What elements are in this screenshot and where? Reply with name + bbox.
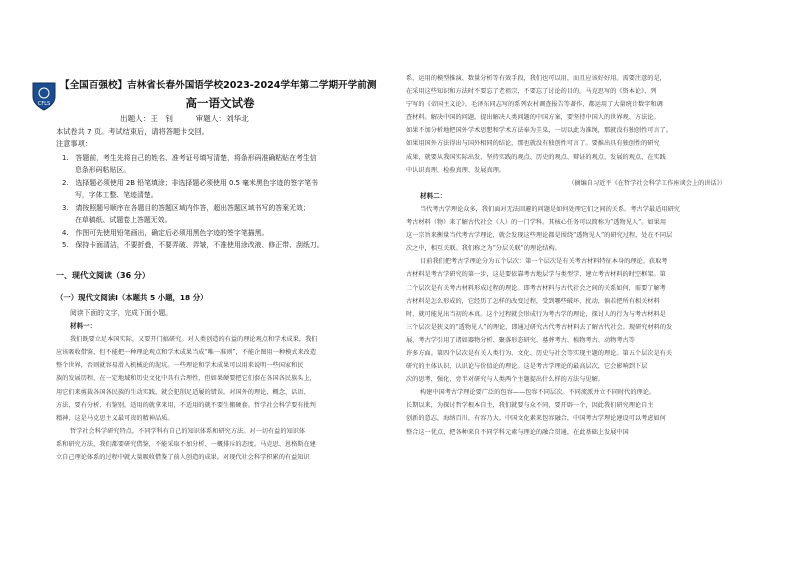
instruction-cont: 息条形码粘贴区。 — [75, 166, 131, 174]
body-line: 应该吸收借鉴，但不能把一种理论观点和学术成果当成“唯一准则”，不能企图用一种模式来改造 — [56, 349, 317, 357]
reading-instruction: 阅读下面的文字，完成下面小题。 — [70, 309, 172, 317]
body-line: 如果用国外方法得出与国外相同的结论，那也就没有独创性可言了。要推出具有独创性的研究 — [406, 140, 660, 148]
body-line: 哲学社会科学研究特点，不同学科有自己的知识体系和研究方法。对一切有益的知识体 — [70, 427, 306, 435]
subsection-heading: （一）现代文阅读Ⅰ（本题共 5 小题，18 分） — [56, 293, 208, 302]
body-line: 古材料是怎么形成的，它经历了怎样的改变过程，受到哪些破坏、扰动，倘若把所有相关材料 — [406, 297, 660, 305]
citation: （摘编自习近平《在哲学社会科学工作座谈会上的讲话》） — [568, 179, 726, 187]
body-line: 长期以来，为探讨哲学根本自主，我们就要与众不同，要开辟一个，因此我们研究理论自主 — [406, 402, 654, 410]
body-line: 二个层次是有关考古材料形成过程的理论。即考古材料与古代社会之间的关系如何，需要了解考 — [406, 284, 666, 292]
body-line: 研究的主体认识、认识论与价值论的理论。这是考古学理论的最高层次，它会影响到下层 — [406, 363, 648, 371]
instruction-item: 5. 保持卡面清洁，不要折叠，不要弄破、弄皱，不准使用涂改液、修正带、刮纸刀。 — [62, 241, 324, 249]
body-line: 族的发展历程，在一定地域和历史文化中具有合理性，但如果硬要把它们套在各国各民族头上， — [56, 375, 316, 383]
body-line: 展，考古学引用了诸如器物分析、聚落形态研究、墓葬考古、植物考古、动物考古等 — [406, 336, 635, 344]
body-line: 我们既要立足本国实际，又要开门搞研究。对人类创造的有益的理论观点和学术成果，我们 — [70, 336, 318, 344]
instruction-item: 4. 作图可先使用铅笔画出，确定后必须用黑色字迹的签字笔描黑。 — [62, 229, 269, 237]
body-line: 这一宗旨来衡量当代考古学理论，就会发现这些理论都是围绕“透物见人”的研究过程，处在不同层 — [406, 232, 673, 240]
body-line: 中认识真理、检验真理、发展真理。 — [406, 166, 505, 174]
notes-heading: 注意事项： — [56, 139, 92, 148]
material-label: 材料一： — [70, 322, 97, 331]
body-line: 宁写的《帝国主义论》、毛泽东同志写的系列农村调查报告等著作，都运用了大量统计数字和调 — [406, 101, 663, 109]
body-line: 如果不加分析地把国外学术思想和学术方法奉为圭臬，一切以此为准绳，那就没有独创性可言了。 — [406, 127, 673, 135]
instruction-item: 1. 答题前，考生先将自己的姓名、准考证号填写清楚，将条形码准确粘贴在考生信 — [62, 154, 317, 162]
body-line: 许多方面。第四个层次是有关人类行为、文化、历史与社会等实现主题的理论。第五个层次是有关 — [406, 349, 673, 357]
body-line: 目前我们把考古学理论分为五个层次：第一个层次是有关考古材料特征本身的理论。获取考 — [420, 258, 668, 266]
body-line: 系和研究方法，我们都要研究借鉴，不能采取不加分析、一概排斥的态度。马克思、恩格斯在建 — [56, 440, 316, 448]
body-line: 立自己理论体系的过程中就大量吸收借鉴了前人创造的成果。对现代社会科学积累的有益知识 — [56, 454, 310, 462]
logo-text: CFLS — [37, 101, 51, 107]
body-line: 查材料。解决中国的问题，提出解决人类问题的中国方案，要坚持中国人的世界观、方法论。 — [406, 114, 660, 122]
body-line: 时，就可能见出当初的本真。这个过程就会形成行为考古学的理论，探讨人的行为与考古材料是 — [406, 310, 666, 318]
body-line: 成果，就要从我国实际出发，坚持实践的观点、历史的观点、辩证的观点、发展的观点，在实践 — [406, 153, 666, 161]
exam-subtitle: 高一语文试卷 — [185, 96, 255, 110]
body-line: 构建中国考古学理论要广泛的包容——包容不同层次。不同流派并立不同时代的理论。 — [420, 389, 656, 397]
body-line: 方法，要有分析、有鉴别，适用的就拿来用，不适用的就不要生搬硬套。哲学社会科学要有批判 — [56, 401, 316, 409]
reviewer-label: 审题人：刘华北 — [195, 114, 249, 123]
body-line: 整个世界，否则就容易滑入机械论的泥坑。一些理论和学术成果可以用来说明一些国家和民 — [56, 362, 304, 370]
body-line: 三个层次是狭义的“透物见人”的理论，即通过研究古代考古材料去了解古代社会。现研究材料的发 — [406, 323, 673, 331]
instruction-item: 3. 请按照题号顺序在各题目的答题区域内作答，超出答题区域书写的答案无效； — [62, 204, 310, 212]
body-line: 用它们来剪裁各国各民族的生动实践，就会犯削足适履的错误。对国外的理论、概念、话语、 — [56, 388, 310, 396]
body-line: 创新的意志，海纳百川，有容乃大。中国文化素来包容融合，中国考古学理论建设可以考虑如何 — [406, 415, 666, 423]
instruction-cont: 在草稿纸、试题卷上答题无效。 — [75, 216, 172, 224]
body-line: 古材料是考古学研究的第一步，这是要依靠考古地层学与类型学，建立考古材料的时空框架。第 — [406, 271, 666, 279]
instruction-cont: 写，字体工整、笔迹清楚。 — [75, 191, 158, 199]
body-line: 考古材料（物）来了解古代社会（人）的一门学科。其核心任务可以简称为“透物见人”。如果用 — [406, 219, 667, 227]
body-line: 在采用这些知识和方法时不要忘了老祖宗，不要忘了讨论的目的。马克思写的《资本论》、列 — [406, 88, 657, 96]
exam-title: 【全国百强校】吉林省长春外国语学校2023-2024学年第二学期开学前测 — [60, 80, 377, 91]
body-line: 整合这一优点，把各种来自不同学科元素与理论的融合贯通，在此基础上发展中国 — [406, 428, 629, 436]
body-line: 次之中，相互关联。我们称之为“分层关联”的理论结构。 — [406, 245, 561, 253]
instruction-item: 2. 选择题必须使用 2B 铅笔填涂；非选择题必须使用 0.5 毫米黑色字迹的签字笔书 — [62, 179, 318, 187]
authors-line — [120, 113, 269, 124]
school-logo — [30, 80, 58, 112]
section-heading: 一、现代文阅读（36 分） — [56, 271, 150, 280]
body-line: 次的思考，强化，旁半对研究与人类两个主题提出什么样的方法与见解。 — [406, 376, 604, 384]
notes-line-1: 本试卷共 7 页。考试结束后，请将答题卡交回。 — [56, 127, 209, 136]
setter-label: 出题人：王 钊 — [120, 114, 174, 123]
body-line: 当代考古学理论众多，我们面对无法回避的问题是如何处理它们之间的关系。考古学最适用研究 — [420, 205, 680, 213]
body-line: 精神，这是马克思主义最可贵的精神品质。 — [56, 414, 174, 422]
material-label: 材料二： — [420, 191, 447, 200]
body-line: 系，运用的模型推演、数量分析等有效手段，我们也可以用，而且应该好好用。需要注意的是， — [406, 75, 666, 82]
left-body — [56, 307, 391, 464]
right-body — [406, 72, 752, 439]
